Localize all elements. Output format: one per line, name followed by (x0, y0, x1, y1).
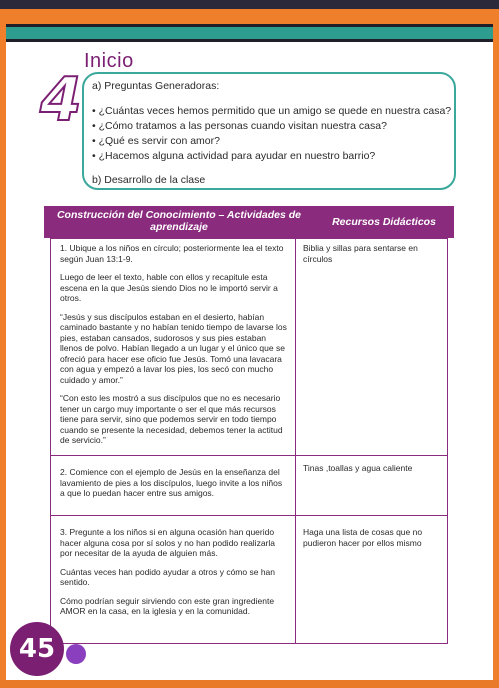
col-activities-header: Construcción del Conocimiento – Actividades de aprendizaje (56, 209, 302, 233)
questions-list (92, 104, 451, 164)
top-orange-band (0, 9, 499, 39)
table-row-2-activity (60, 467, 288, 507)
activity-paragraph: 1. Ubique a los niños en círculo; posteriormente lea el texto según Juan 13:1-9. (60, 243, 284, 264)
page-number: 45 (10, 622, 64, 676)
column-divider (295, 239, 296, 643)
left-border (0, 39, 6, 688)
table-body (50, 238, 448, 644)
table-row-3-resources: Haga una lista de cosas que no pudieron hacer por ellos mismo (303, 527, 423, 548)
question-item: • ¿Cómo tratamos a las personas cuando visitan nuestra casa? (92, 119, 451, 133)
activity-paragraph: Cuántas veces han podido ayudar a otros y cómo se han sentido. (60, 566, 275, 587)
section-title: Inicio (84, 50, 134, 72)
questions-heading: a) Preguntas Generadoras: (92, 80, 220, 92)
section-number: 4 (40, 65, 82, 135)
questions-box (82, 72, 456, 190)
activity-paragraph: Cómo podrían seguir sirviendo con este gran ingrediente AMOR en la casa, en la iglesia y en la comunidad. (60, 595, 275, 616)
question-item: • ¿Cuántas veces hemos permitido que un amigo se quede en nuestra casa? (92, 104, 451, 118)
top-dark-band (0, 0, 499, 9)
activity-paragraph: “Con esto les mostró a sus discípulos que no es necesario tener un cargo muy importante o ser el que más recursos tiene para servir, sino que podemos servir en todo tiempo cuando se presente la necesidad, debemos tener la actitud de servicio.” (60, 393, 283, 445)
activity-paragraph: “Jesús y sus discípulos estaban en el desierto, habían caminado bastante y no habían tenido tiempo de lavarse los pies, estaban cansados, sudorosos y sus pies estaban llenos de polvo. Habían llegado a un lugar y el único que se ofreció para hacer ese oficio fue Jesús. Tomó una lavacara con agua y empezó a lavar los pies, los secó con mucho cuidado y amor.” (60, 311, 287, 385)
row-divider (51, 515, 447, 516)
question-item: • ¿Qué es servir con amor? (92, 134, 451, 148)
table-row-3-activity (60, 527, 288, 625)
activity-paragraph: Luego de leer el texto, hable con ellos y recapitule esta escena en la que Jesús siendo Dios no le importó servir a otros. (60, 272, 278, 303)
development-heading: b) Desarrollo de la clase (92, 174, 206, 186)
table-row-1-resources: Biblia y sillas para sentarse en círculos (303, 243, 418, 264)
col-resources-header: Recursos Didácticos (332, 216, 436, 228)
bottom-border (0, 680, 499, 688)
question-item: • ¿Hacemos alguna actividad para ayudar en nuestro barrio? (92, 149, 451, 163)
table-row-2-resources: Tinas ,toallas y agua caliente (303, 463, 413, 473)
table-row-1-activity (60, 243, 288, 454)
table-header (44, 206, 454, 238)
decorative-dot (66, 644, 86, 664)
row-divider (51, 455, 447, 456)
top-teal-stripe (6, 24, 493, 42)
right-border (493, 39, 499, 688)
activity-paragraph: 3. Pregunte a los niños si en alguna ocasión han querido hacer alguna cosa por sí solos y no han podido realizarla por necesitar de la ayuda de alguien más. (60, 527, 275, 558)
activity-paragraph: 2. Comience con el ejemplo de Jesús en la enseñanza del lavamiento de pies a los discípulos, luego invite a los niños a que lo puedan hacer entre sus amigos. (60, 467, 283, 498)
